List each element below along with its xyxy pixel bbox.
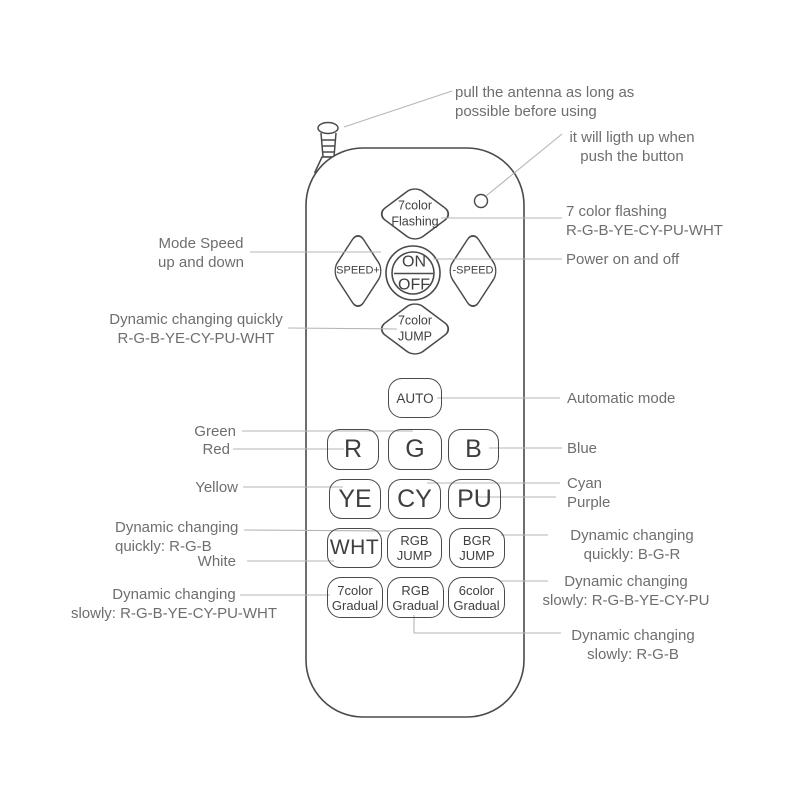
annotation-dyn-quick-7: Dynamic changing quickly R-G-B-YE-CY-PU-WHT — [109, 311, 283, 347]
7color-gradual-button: 7color Gradual — [327, 577, 383, 618]
dpad-right-label: -SPEED — [452, 264, 494, 277]
g-button: G — [388, 429, 442, 470]
6color-gradual-button: 6color Gradual — [448, 577, 505, 618]
annotation-7color-flashing: 7 color flashing R-G-B-YE-CY-PU-WHT — [566, 203, 723, 239]
annotation-light-up: it will ligth up when push the button — [569, 129, 695, 165]
rgb-jump-button: RGB JUMP — [387, 528, 442, 568]
annotation-blue: Blue — [567, 440, 598, 457]
annotation-dyn-slow-rgb: Dynamic changing slowly: R-G-B — [571, 627, 695, 663]
annotation-mode-speed: Mode Speed up and down — [158, 235, 244, 271]
b-button: B — [448, 429, 499, 470]
annotation-pull-antenna: pull the antenna as long as possible before using — [455, 84, 635, 120]
rgb-gradual-button: RGB Gradual — [387, 577, 444, 618]
pu-button: PU — [448, 479, 501, 519]
dpad-top-label: 7color Flashing — [391, 198, 439, 228]
wht-button: WHT — [327, 528, 382, 568]
auto-button: AUTO — [388, 378, 442, 418]
annotation-auto-mode: Automatic mode — [567, 390, 676, 407]
cy-button: CY — [388, 479, 441, 519]
annotation-yellow: Yellow — [195, 479, 238, 496]
annotation-dyn-slow-7: Dynamic changing slowly: R-G-B-YE-CY-PU-WHT — [70, 586, 278, 622]
annotation-green: Green — [194, 423, 236, 440]
off-label: OFF — [398, 276, 430, 294]
dpad-left-label: SPEED+ — [336, 264, 380, 277]
leader-antenna — [344, 91, 452, 127]
annotation-power: Power on and off — [566, 251, 680, 268]
dpad-bottom-label: 7color JUMP — [397, 313, 433, 343]
annotation-dyn-quick-bgr: Dynamic changing quickly: B-G-R — [570, 527, 694, 563]
annotation-white: White — [197, 553, 236, 570]
annotation-dyn-slow-6: Dynamic changing slowly: R-G-B-YE-CY-PU — [542, 573, 710, 609]
on-label: ON — [402, 253, 426, 271]
r-button: R — [327, 429, 379, 470]
annotation-cyan: Cyan — [567, 475, 603, 492]
bgr-jump-button: BGR JUMP — [449, 528, 505, 568]
annotation-dyn-quick-rgb: Dynamic changing quickly: R-G-B — [115, 519, 239, 555]
annotation-purple: Purple — [567, 494, 611, 511]
annotation-red: Red — [202, 441, 230, 458]
ye-button: YE — [329, 479, 381, 519]
